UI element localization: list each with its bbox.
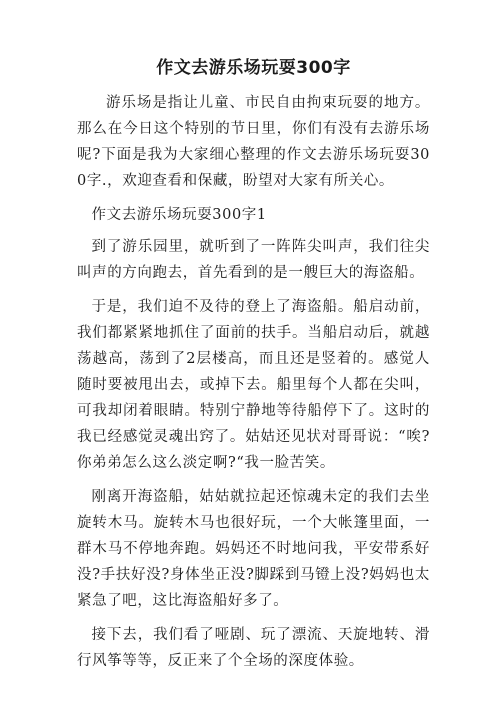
document-title: 作文去游乐场玩耍300字 [156, 58, 351, 78]
body-paragraph: 刚离开海盗船，姑姑就拉起还惊魂未定的我们去坐旋转木马。旋转木马也很好玩，一个大帐篷里面，一群木马不停地奔跑。妈妈还不时地问我，平安带系好没?手扶好没?身体坐正没?脚踩到马镫上没?妈妈也太紧急了吧，这比海盗船好多了。 [77, 489, 430, 609]
section-heading: 作文去游乐场玩耍300字1 [91, 207, 267, 223]
intro-paragraph: 游乐场是指让儿童、市民自由拘束玩耍的地方。那么在今日这个特别的节日里，你们有没有去游乐场呢?下面是我为大家细心整理的作文去游乐场玩耍300字.，欢迎查看和保藏，盼望对大家有所关心。 [77, 95, 430, 189]
body-paragraph: 接下去，我们看了哑剧、玩了漂流、天旋地转、滑行风筝等等，反正来了个全场的深度体验。 [77, 627, 430, 669]
body-paragraph: 到了游乐园里，就听到了一阵阵尖叫声，我们往尖叫声的方向跑去，首先看到的是一艘巨大的海盗船。 [77, 239, 430, 281]
body-paragraph: 于是，我们迫不及待的登上了海盗船。船启动前，我们都紧紧地抓住了面前的扶手。当船启动后，就越荡越高，荡到了2层楼高，而且还是竖着的。感觉人随时要被甩出去，或掉下去。船里每个人都在尖叫，可我却闭着眼睛。特别宁静地等待船停下了。这时的我已经感觉灵魂出窍了。姑姑还见状对哥哥说：“唉?你弟弟怎么这么淡定啊?“我一脸苦笑。 [77, 299, 430, 471]
